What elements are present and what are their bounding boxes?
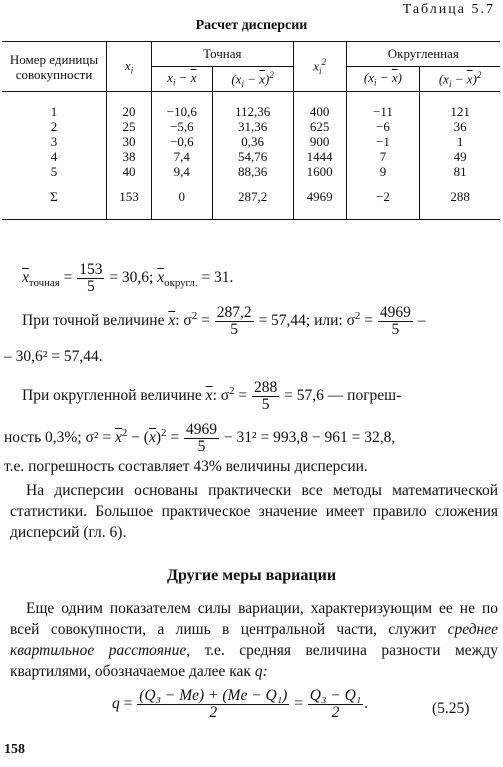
text: При точной величине bbox=[22, 312, 165, 330]
table-row bbox=[2, 164, 500, 179]
cell: 0,36 bbox=[212, 134, 293, 149]
formula: q = $\frac{\text{(Q₃ − Me) + (Me − Q₁)}}{2}$ = $\frac{\text{Q₃ − Q₁}}{2}$ . bbox=[112, 687, 369, 721]
text: = 57,44; или: σ bbox=[258, 312, 355, 330]
table-row bbox=[2, 134, 500, 149]
cell: −5,6 bbox=[152, 119, 213, 134]
cell: 4969 bbox=[293, 179, 346, 220]
text-line: т.е. погрешность составляет 43% величины дисперсии. bbox=[4, 458, 368, 475]
exact-variance-line: При точной величине $\overline{x}$: $\sigma^2$ = $\frac{287,2}{5}$ = 57,44; или: $\sigma^2$ = $\frac{4969}{5}$ – bbox=[22, 304, 426, 338]
cell: 36 bbox=[420, 119, 500, 134]
cell: 49 bbox=[420, 149, 500, 164]
text: = 57,6 — погреш- bbox=[284, 387, 402, 405]
cell: 7 bbox=[346, 149, 420, 164]
table-title: Расчет дисперсии bbox=[195, 18, 308, 33]
text: При округленной величине bbox=[22, 387, 202, 405]
cell: 3 bbox=[50, 134, 58, 149]
emphasis: q: bbox=[254, 663, 268, 680]
subscript: точная bbox=[28, 277, 60, 290]
fraction: $\frac{\text{(Q₃ − Me) + (Me − Q₁)}}{2}$ bbox=[139, 687, 288, 721]
cell: 400 bbox=[293, 92, 346, 120]
cell: 121 bbox=[420, 92, 500, 120]
cell: 153 bbox=[107, 179, 152, 220]
fraction: $\frac{4969}{5}$ bbox=[185, 421, 217, 455]
cell: 1 bbox=[50, 104, 58, 119]
fraction: $\frac{153}{5}$ bbox=[79, 261, 103, 295]
cell: 31,36 bbox=[212, 119, 293, 134]
value: = 30,6; bbox=[109, 269, 154, 287]
text: т.е. средняя величина разности между квартилями, обозначаемое далее как bbox=[10, 642, 498, 680]
page-number: 158 bbox=[4, 742, 25, 757]
value: = 31. bbox=[201, 269, 234, 287]
cell: 9 bbox=[346, 164, 420, 179]
cell: 25 bbox=[107, 119, 152, 134]
header-dev: $x_i - \overline{x}$ bbox=[152, 67, 213, 92]
header-rdev: $(x_i - \overline{x})$ bbox=[346, 67, 420, 92]
text: ность 0,3%; σ² = bbox=[4, 429, 112, 447]
header-sqdev: $(x_i - \overline{x})^2$ bbox=[212, 67, 293, 92]
cell: 9,4 bbox=[152, 164, 213, 179]
cell: 288 bbox=[420, 179, 500, 220]
cell: Σ bbox=[50, 189, 58, 204]
mean-line: $\overline{x}_{точная}$ = $\frac{153}{5}$ = 30,6; $\overline{x}_{округл.} = 31$. bbox=[22, 261, 234, 295]
cell: 81 bbox=[420, 164, 500, 179]
paragraph bbox=[10, 598, 498, 682]
fraction: $\frac{\text{Q₃ − Q₁}}{2}$ bbox=[309, 687, 362, 721]
cell: 20 bbox=[107, 92, 152, 120]
table-row bbox=[2, 119, 500, 134]
header-exact: Точная bbox=[152, 42, 294, 67]
fraction: $\frac{287,2}{5}$ bbox=[216, 304, 252, 338]
text: − 31² = 993,8 − 961 = 32,8, bbox=[223, 429, 396, 447]
cell: 30 bbox=[107, 134, 152, 149]
fraction: $\frac{4969}{5}$ bbox=[379, 304, 411, 338]
cell: 1444 bbox=[293, 149, 346, 164]
error-line: ность 0,3%; $\sigma^2 = \overline{x}^2 - (\overline{x})^2$ = $\frac{4969}{5}$ − 31² = 993,8 − 961 = 32,8, bbox=[4, 421, 396, 455]
header-x2: $x_i^2$ bbox=[293, 42, 346, 92]
cell: 2 bbox=[50, 119, 58, 134]
header-xi: $x_i$ bbox=[107, 42, 152, 92]
cell: 38 bbox=[107, 149, 152, 164]
cell: 88,36 bbox=[212, 164, 293, 179]
table-number: Таблица 5.7 bbox=[402, 2, 495, 17]
cell: 4 bbox=[50, 149, 58, 164]
cell: −0,6 bbox=[152, 134, 213, 149]
cell: −6 bbox=[346, 119, 420, 134]
text: Еще одним показателем силы вариации, характеризующим ее не по всей совокупности, а лишь в центральной части, служит bbox=[10, 600, 498, 638]
header-unit: Номер единицы совокупности bbox=[2, 42, 107, 92]
fraction: $\frac{288}{5}$ bbox=[254, 379, 278, 413]
variance-table bbox=[2, 41, 500, 220]
header-rsqdev: $(x_i - \overline{x})^2$ bbox=[420, 67, 500, 92]
cell: 900 bbox=[293, 134, 346, 149]
cell: −1 bbox=[346, 134, 420, 149]
table-total-row bbox=[2, 179, 500, 220]
header-rounded: Округленная bbox=[346, 42, 500, 67]
cell: 54,76 bbox=[212, 149, 293, 164]
text-line: – 30,6² = 57,44. bbox=[4, 348, 103, 365]
rounded-variance-line: При округленной величине $\overline{x}$: $\sigma^2$ = $\frac{288}{5}$ = 57,6 — погреш- bbox=[22, 379, 402, 413]
cell: 112,36 bbox=[212, 92, 293, 120]
cell: 40 bbox=[107, 164, 152, 179]
cell: 287,2 bbox=[212, 179, 293, 220]
paragraph: На дисперсии основаны практически все методы математической статистики. Большое практическое значение имеет правило сложения дисперсий (гл. 6). bbox=[10, 482, 498, 541]
cell: 7,4 bbox=[152, 149, 213, 164]
formula-number: (5.25) bbox=[432, 700, 470, 717]
table-row bbox=[2, 92, 500, 120]
cell: −2 bbox=[346, 179, 420, 220]
cell: −10,6 bbox=[152, 92, 213, 120]
cell: −11 bbox=[346, 92, 420, 120]
subscript: округл. bbox=[164, 277, 198, 290]
section-heading: Другие меры вариации bbox=[166, 567, 337, 584]
cell: 5 bbox=[50, 164, 58, 179]
table-row bbox=[2, 149, 500, 164]
emphasis: среднее квартильное расстояние, bbox=[10, 621, 499, 659]
cell: 0 bbox=[152, 179, 213, 220]
cell: 1 bbox=[420, 134, 500, 149]
cell: 625 bbox=[293, 119, 346, 134]
cell: 1600 bbox=[293, 164, 346, 179]
